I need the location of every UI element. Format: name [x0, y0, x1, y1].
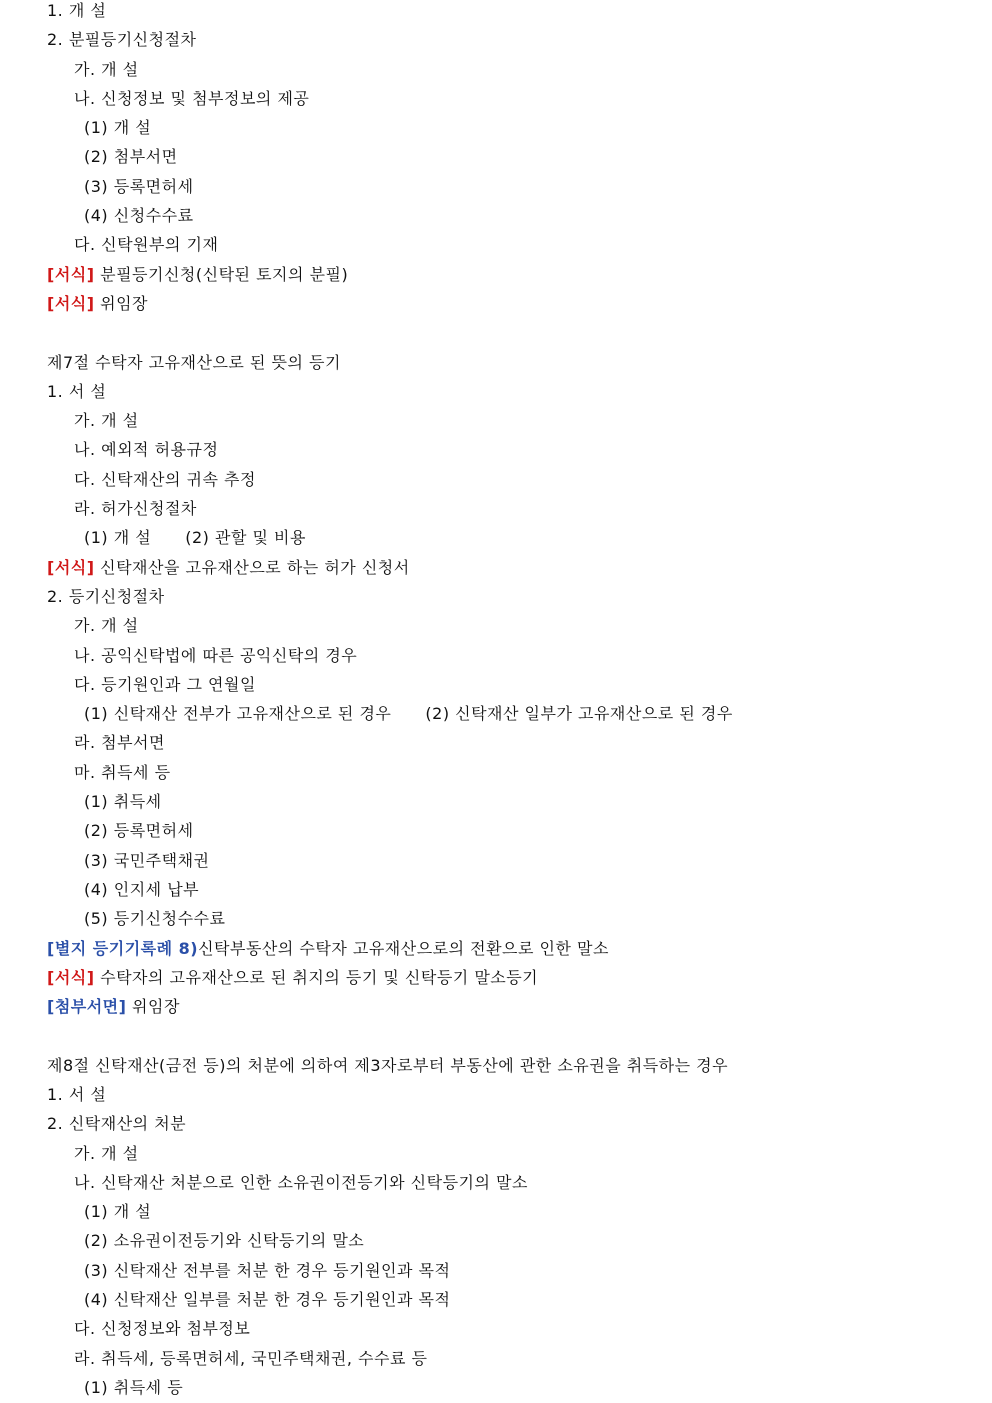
outline-item — [47, 728, 967, 757]
item-text: 나. 예외적 허용규정 — [74, 440, 219, 460]
item-text: 수탁자의 고유재산으로 된 취지의 등기 및 신탁등기 말소등기 — [100, 967, 539, 987]
item-text: 라. 허가신청절차 — [74, 499, 197, 519]
item-text: 가. 개 설 — [74, 411, 139, 431]
item-text: 1. 서 설 — [47, 1084, 107, 1104]
item-text: (2) 소유권이전등기와 신탁등기의 말소 — [84, 1231, 365, 1251]
item-text: 2. 분필등기신청절차 — [47, 30, 197, 50]
item-text: (2) 등록면허세 — [84, 821, 194, 841]
outline-item — [47, 1109, 967, 1138]
outline-item — [47, 523, 967, 552]
reference-tag: [별지 등기기록례 8) — [47, 938, 199, 958]
outline-item — [47, 377, 967, 406]
outline-item — [47, 406, 967, 435]
form-reference-line — [47, 963, 967, 992]
item-text: 가. 개 설 — [74, 616, 139, 636]
reference-tag: [서식] — [47, 557, 95, 577]
outline-item — [47, 1256, 967, 1285]
outline-item — [47, 465, 967, 494]
item-text: (5) 등기신청수수료 — [84, 909, 226, 929]
item-text: (4) 신청수수료 — [84, 206, 194, 226]
item-text: (1) 개 설 — [84, 118, 152, 138]
outline-item — [47, 1314, 967, 1343]
outline-item — [47, 846, 967, 875]
item-text: (4) 신탁재산 일부를 처분 한 경우 등기원인과 목적 — [84, 1290, 451, 1310]
reference-tag: [서식] — [47, 264, 95, 284]
outline-item — [47, 348, 967, 377]
item-text: 나. 신청정보 및 첨부정보의 제공 — [74, 88, 310, 108]
outline-item — [47, 670, 967, 699]
outline-item — [47, 113, 967, 142]
item-text: (1) 개 설 — [84, 528, 152, 548]
outline-item — [47, 1344, 967, 1373]
item-text: 1. 개 설 — [47, 1, 107, 20]
outline-item — [47, 787, 967, 816]
item-text: (3) 신탁재산 전부를 처분 한 경우 등기원인과 목적 — [84, 1260, 451, 1280]
outline-item — [47, 875, 967, 904]
item-text: (1) 개 설 — [84, 1202, 152, 1222]
item-text: (3) 등록면허세 — [84, 176, 194, 196]
item-text: 신탁부동산의 수탁자 고유재산으로의 전환으로 인한 말소 — [198, 938, 609, 958]
outline-item — [47, 699, 967, 728]
outline-item — [47, 904, 967, 933]
outline-item — [47, 816, 967, 845]
outline-item — [47, 230, 967, 259]
document-body — [47, 0, 967, 1402]
reference-tag: [첨부서면] — [47, 997, 127, 1017]
outline-item — [47, 611, 967, 640]
item-text-secondary: (2) 신탁재산 일부가 고유재산으로 된 경우 — [425, 704, 733, 724]
outline-item — [47, 172, 967, 201]
item-text: 마. 취득세 등 — [74, 762, 171, 782]
item-text: (1) 취득세 등 — [84, 1377, 184, 1397]
item-text-secondary: (2) 관할 및 비용 — [185, 528, 306, 548]
outline-item — [47, 494, 967, 523]
outline-item — [47, 84, 967, 113]
outline-item — [47, 1226, 967, 1255]
outline-item — [47, 1285, 967, 1314]
item-text: 다. 신탁원부의 기재 — [74, 235, 219, 255]
outline-item — [47, 641, 967, 670]
outline-item — [47, 435, 967, 464]
blank-line — [47, 1021, 967, 1050]
item-text: 2. 등기신청절차 — [47, 586, 165, 606]
item-text: 위임장 — [132, 997, 180, 1017]
outline-item — [47, 1197, 967, 1226]
blank-line — [47, 318, 967, 347]
outline-item — [47, 1373, 967, 1402]
item-text: (1) 취득세 — [84, 792, 162, 812]
outline-item — [47, 1168, 967, 1197]
form-reference-line — [47, 992, 967, 1021]
item-text: 1. 서 설 — [47, 381, 107, 401]
item-text: 다. 등기원인과 그 연월일 — [74, 674, 256, 694]
item-text: 라. 취득세, 등록면허세, 국민주택채권, 수수료 등 — [74, 1348, 428, 1368]
outline-item — [47, 0, 967, 25]
reference-tag: [서식] — [47, 293, 95, 313]
item-text: (4) 인지세 납부 — [84, 879, 200, 899]
form-reference-line — [47, 289, 967, 318]
item-text: (1) 신탁재산 전부가 고유재산으로 된 경우 — [84, 704, 392, 724]
form-reference-line — [47, 553, 967, 582]
outline-item — [47, 142, 967, 171]
item-text: 라. 첨부서면 — [74, 733, 165, 753]
item-text: 2. 신탁재산의 처분 — [47, 1114, 187, 1134]
item-text: 제7절 수탁자 고유재산으로 된 뜻의 등기 — [47, 352, 341, 372]
item-text: 다. 신탁재산의 귀속 추정 — [74, 469, 256, 489]
item-text: (2) 첨부서면 — [84, 147, 178, 167]
outline-item — [47, 758, 967, 787]
item-text: 나. 신탁재산 처분으로 인한 소유권이전등기와 신탁등기의 말소 — [74, 1172, 528, 1192]
form-reference-line — [47, 260, 967, 289]
item-text: 나. 공익신탁법에 따른 공익신탁의 경우 — [74, 645, 358, 665]
outline-item — [47, 1051, 967, 1080]
outline-item — [47, 1080, 967, 1109]
outline-item — [47, 25, 967, 54]
outline-item — [47, 201, 967, 230]
form-reference-line — [47, 934, 967, 963]
item-text: 신탁재산을 고유재산으로 하는 허가 신청서 — [100, 557, 410, 577]
item-text: 위임장 — [100, 293, 149, 313]
reference-tag: [서식] — [47, 967, 95, 987]
item-text: 가. 개 설 — [74, 1143, 139, 1163]
item-text: 제8절 신탁재산(금전 등)의 처분에 의하여 제3자로부터 부동산에 관한 소유권을 취득하는 경우 — [47, 1055, 729, 1075]
outline-item — [47, 1139, 967, 1168]
outline-item — [47, 582, 967, 611]
item-text: 다. 신청정보와 첨부정보 — [74, 1319, 251, 1339]
item-text: 가. 개 설 — [74, 59, 139, 79]
item-text: (3) 국민주택채권 — [84, 850, 210, 870]
item-text: 분필등기신청(신탁된 토지의 분필) — [100, 264, 349, 284]
outline-item — [47, 55, 967, 84]
